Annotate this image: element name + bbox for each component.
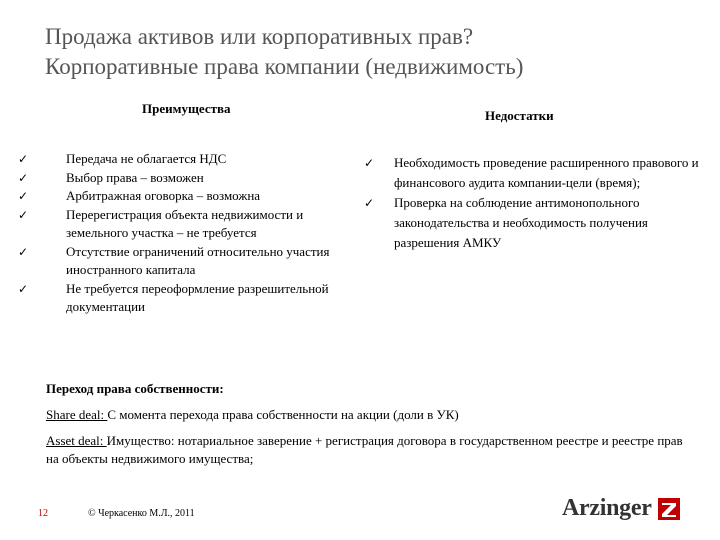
checkmark-icon: ✓ [364, 196, 375, 210]
list-item [18, 280, 366, 317]
disadvantage-text: Необходимость проведение расширенного правового и финансового аудита компании-цели (время); [394, 155, 699, 190]
advantage-text: Не требуется переоформление разрешительной документации [66, 280, 329, 314]
transfer-heading: Переход права собственности: [46, 381, 224, 396]
list-item [364, 193, 704, 253]
slide-title [45, 22, 695, 82]
logo-mark-icon [658, 498, 680, 520]
list-item [18, 150, 366, 169]
list-item [18, 169, 366, 188]
disadvantages-heading: Недостатки [485, 108, 554, 123]
arzinger-logo [562, 495, 680, 522]
share-deal-paragraph [46, 406, 696, 424]
copyright: © Черкасенко М.Л., 2011 [88, 508, 195, 519]
checkmark-icon: ✓ [18, 189, 29, 203]
advantage-text: Отсутствие ограничений относительно участия иностранного капитала [66, 243, 330, 277]
advantage-text: Передача не облагается НДС [66, 151, 227, 166]
checkmark-icon: ✓ [18, 152, 29, 166]
checkmark-icon: ✓ [18, 207, 29, 222]
share-deal-text: С момента перехода права собственности на акции (доли в УК) [107, 407, 459, 422]
checkmark-icon: ✓ [364, 156, 375, 170]
advantages-list [18, 150, 366, 317]
advantage-text: Арбитражная оговорка – возможна [66, 188, 261, 203]
checkmark-icon: ✓ [18, 170, 29, 185]
asset-deal-label: Asset deal: [46, 433, 107, 448]
logo-text: Arzinger [562, 495, 652, 521]
disadvantage-text: Проверка на соблюдение антимонопольного законодательства и необходимость получения разрешения АМКУ [394, 195, 648, 250]
list-item [18, 243, 366, 280]
checkmark-icon: ✓ [18, 281, 29, 296]
advantage-text: Выбор права – возможен [66, 169, 204, 185]
ownership-transfer-section [46, 380, 696, 476]
title-line-1: Продажа активов или корпоративных прав? [45, 24, 474, 49]
title-line-2: Корпоративные права компании (недвижимость) [45, 54, 524, 79]
advantage-text: Перерегистрация объекта недвижимости и земельного участка – не требуется [66, 206, 304, 240]
advantages-heading: Преимущества [142, 101, 231, 116]
list-item [18, 187, 366, 206]
list-item [364, 153, 704, 193]
list-item [18, 206, 366, 243]
share-deal-label: Share deal: [46, 407, 108, 422]
page-number: 12 [38, 508, 48, 519]
asset-deal-paragraph [46, 432, 696, 468]
checkmark-icon: ✓ [18, 244, 29, 259]
asset-deal-text: Имущество: нотариальное заверение + регистрация договора в государственном реестре и реестре прав на объекты недвижимого имущества; [46, 433, 683, 466]
disadvantages-list [364, 153, 704, 253]
